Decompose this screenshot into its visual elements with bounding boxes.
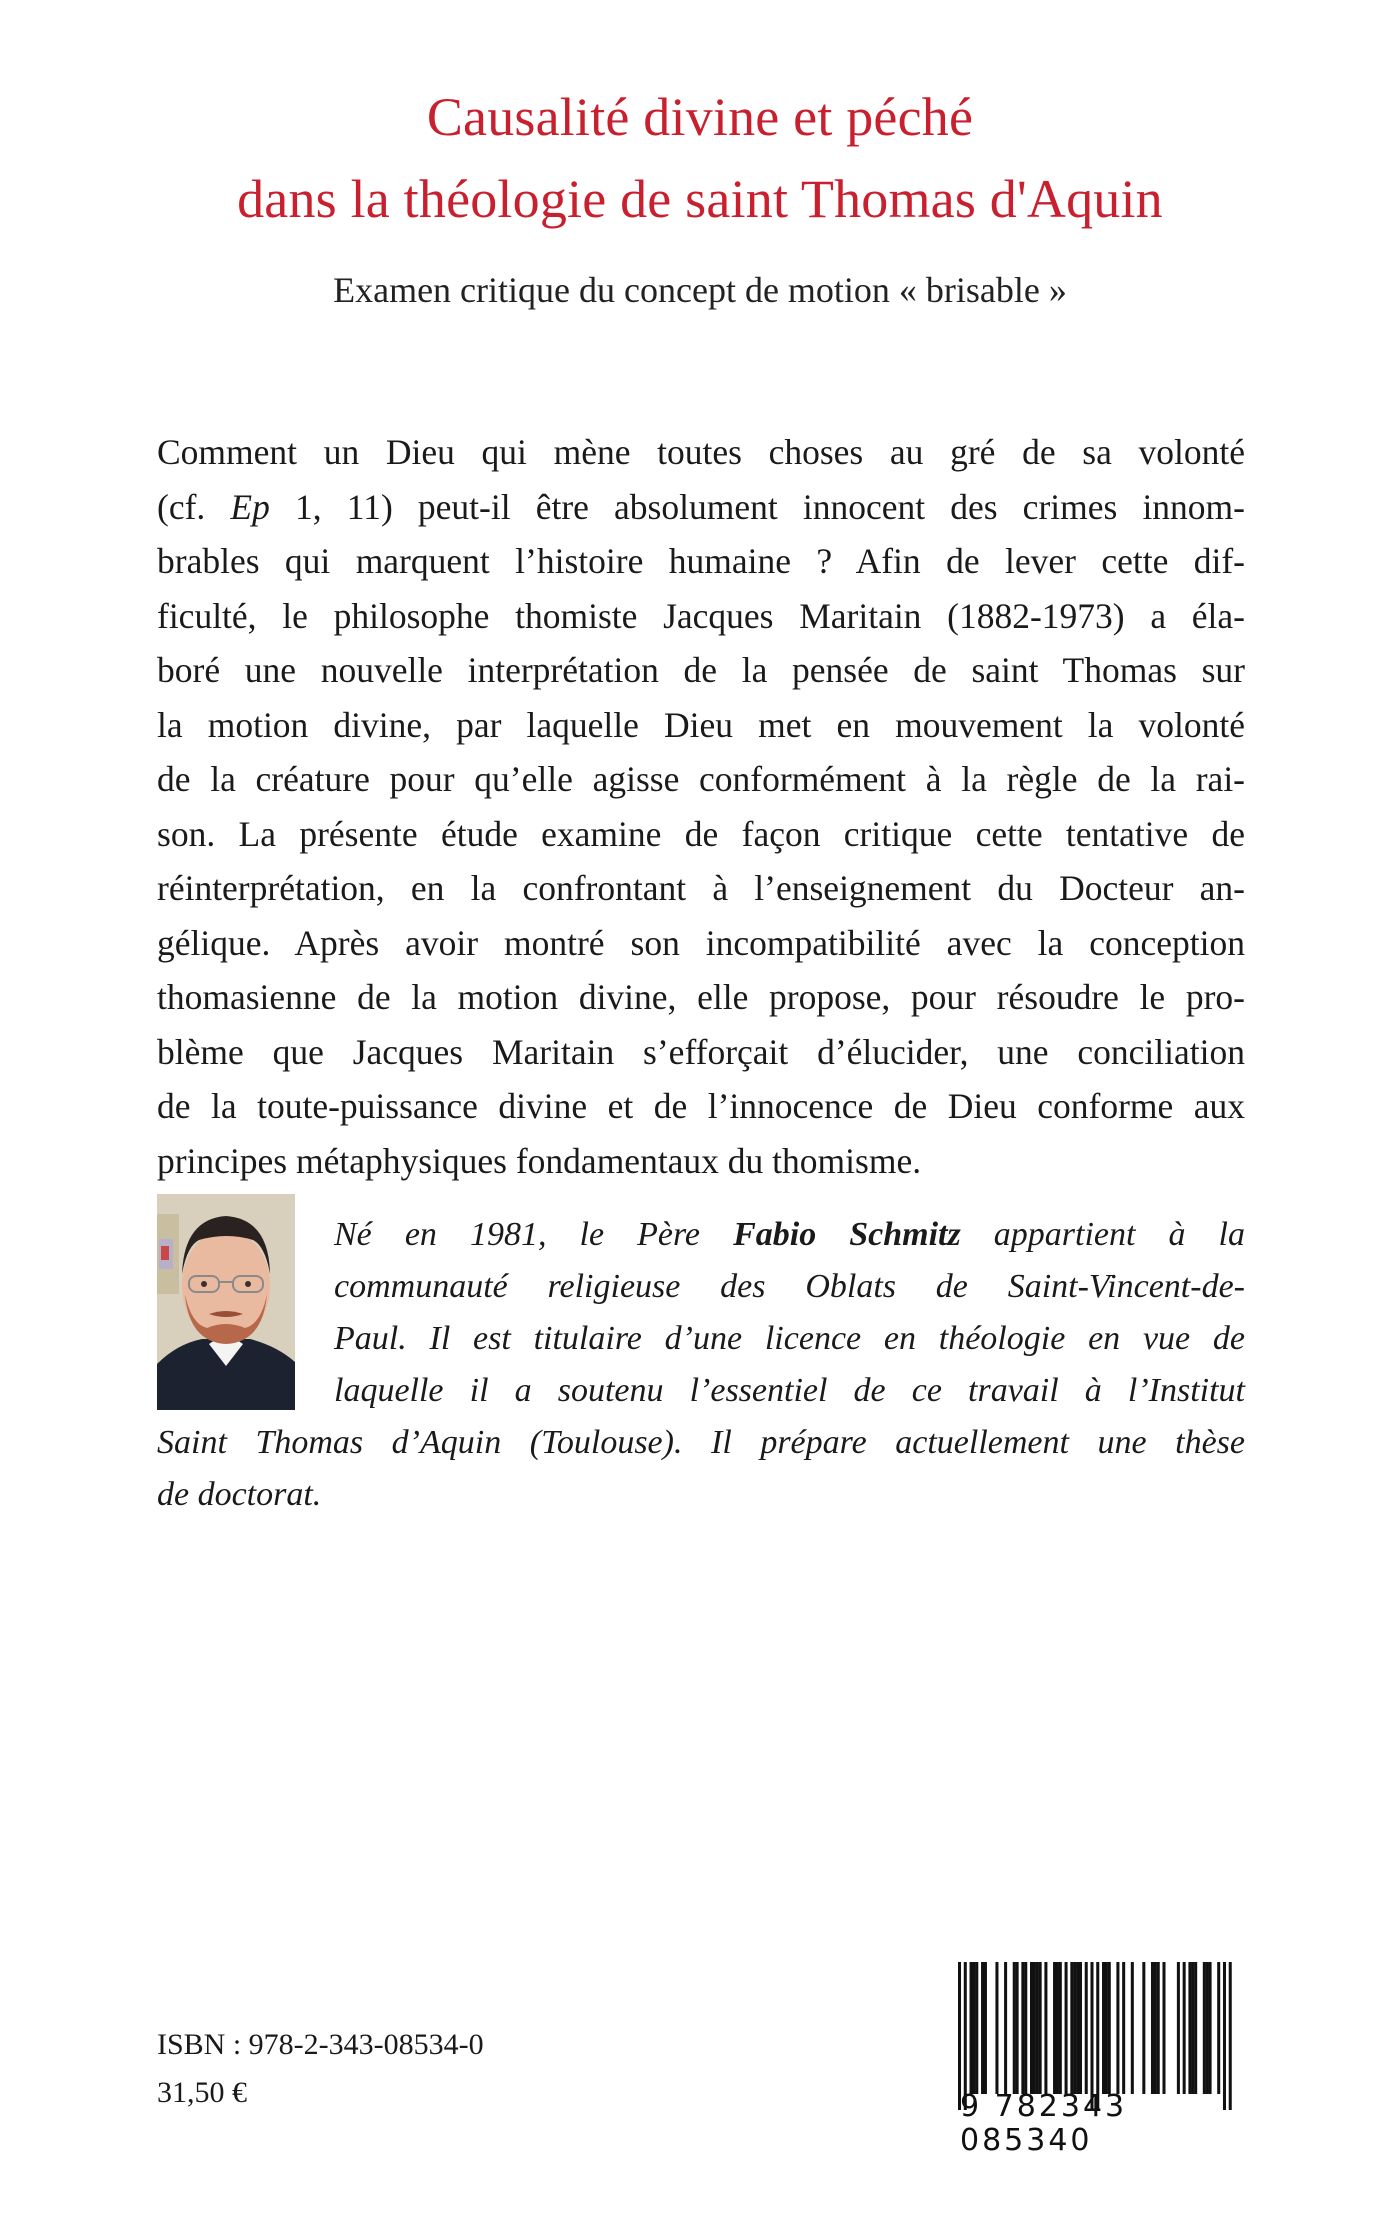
barcode-bar: [1151, 1962, 1154, 2094]
barcode-bar: [1030, 1962, 1033, 2094]
barcode-bar: [1076, 1962, 1079, 2094]
barcode-bar: [1070, 1962, 1073, 2094]
barcode-bar: [1131, 1962, 1134, 2094]
barcode-bar: [1157, 1962, 1160, 2094]
barcode-bar: [1073, 1962, 1076, 2094]
book-title-line-1: Causalité divine et péché: [426, 87, 974, 147]
barcode-guard-bar: [958, 1962, 961, 2110]
barcode-bar: [1122, 1962, 1125, 2094]
bio-line: Paul. Il est titulaire d’une licence en théologie en vue de: [334, 1320, 1245, 1357]
bio-line: Né en 1981, le Père Fabio Schmitz appartient à la: [334, 1216, 1245, 1253]
barcode-bar: [1105, 1962, 1108, 2094]
scripture-reference: Ep: [230, 486, 270, 527]
barcode-bar: [1079, 1962, 1082, 2094]
barcode-bar: [1021, 1962, 1024, 2094]
barcode-bar: [984, 1962, 987, 2094]
blurb-line: gélique. Après avoir montré son incompatibilité avec la conception: [157, 922, 1245, 963]
barcode-guard-bar: [1223, 1962, 1226, 2110]
barcode-bar: [1102, 1962, 1105, 2094]
blurb-line: Comment un Dieu qui mène toutes choses au gré de sa volonté: [157, 432, 1245, 472]
barcode-bar: [1044, 1962, 1047, 2094]
barcode-bar: [1177, 1962, 1180, 2094]
book-price: 31,50 €: [157, 2076, 247, 2109]
barcode-bar: [972, 1962, 975, 2094]
blurb-line: de la toute-puissance divine et de l’innocence de Dieu conforme aux: [157, 1086, 1245, 1126]
blurb-line: blème que Jacques Maritain s’efforçait d’élucider, une conciliation: [157, 1031, 1245, 1072]
back-cover-blurb: [157, 425, 1245, 1188]
bio-line: Saint Thomas d’Aquin (Toulouse). Il prépare actuellement une thèse: [157, 1424, 1245, 1461]
barcode-bar: [1217, 1962, 1220, 2094]
barcode-digits: 9 782343 085340: [960, 2089, 1128, 2158]
author-name: Fabio Schmitz: [733, 1216, 961, 1253]
barcode-bar: [1004, 1962, 1007, 2094]
barcode-bar: [1206, 1962, 1209, 2094]
barcode-bar: [1162, 1962, 1165, 2094]
barcode-bar: [1116, 1962, 1119, 2094]
author-biography: [157, 1209, 1245, 1521]
barcode-bar: [1142, 1962, 1145, 2094]
barcode-bar: [1191, 1962, 1194, 2094]
blurb-line: réinterprétation, en la confrontant à l’enseignement du Docteur an-: [157, 868, 1245, 908]
barcode-bar: [975, 1962, 978, 2094]
barcode-bar: [970, 1962, 973, 2094]
barcode-bar: [1033, 1962, 1036, 2094]
barcode-bar: [1194, 1962, 1197, 2094]
isbn-number: ISBN : 978-2-343-08534-0: [157, 2028, 484, 2061]
blurb-line: principes métaphysiques fondamentaux du thomisme.: [157, 1140, 922, 1181]
bio-line: de doctorat.: [157, 1476, 322, 1513]
barcode-bar: [1154, 1962, 1157, 2094]
barcode-bar: [1188, 1962, 1191, 2094]
barcode-guard-bar: [1229, 1962, 1232, 2110]
barcode-bar: [1183, 1962, 1186, 2094]
barcode-bar: [1016, 1962, 1019, 2094]
barcode-bar: [1039, 1962, 1042, 2094]
barcode-bar: [1065, 1962, 1068, 2094]
barcode-bar: [1203, 1962, 1206, 2094]
barcode-bar: [1024, 1962, 1027, 2094]
barcode-guard-bar: [1090, 1962, 1093, 2110]
blurb-line: son. La présente étude examine de façon critique cette tentative de: [157, 813, 1245, 854]
bio-line: communauté religieuse des Oblats de Saint-Vincent-de-: [334, 1268, 1245, 1305]
barcode-bar: [1209, 1962, 1212, 2094]
bio-line: laquelle il a soutenu l’essentiel de ce travail à l’Institut: [334, 1372, 1245, 1409]
blurb-line: boré une nouvelle interprétation de la pensée de saint Thomas sur: [157, 650, 1245, 690]
blurb-line: (cf. Ep 1, 11) peut-il être absolument innocent des crimes innom-: [157, 486, 1245, 527]
barcode-guard-bar: [964, 1962, 967, 2110]
barcode-bar: [1036, 1962, 1039, 2094]
barcode-bar: [1013, 1962, 1016, 2094]
barcode-bar: [995, 1962, 998, 2094]
barcode-bar: [1108, 1962, 1111, 2094]
blurb-line: la motion divine, par laquelle Dieu met en mouvement la volonté: [157, 704, 1245, 745]
book-subtitle: Examen critique du concept de motion « brisable »: [333, 270, 1067, 310]
barcode-bar: [1053, 1962, 1056, 2094]
barcode-bar: [1085, 1962, 1088, 2094]
blurb-line: brables qui marquent l’histoire humaine ? Afin de lever cette dif-: [157, 541, 1245, 581]
blurb-line: de la créature pour qu’elle agisse conformément à la règle de la rai-: [157, 759, 1245, 799]
blurb-line: thomasienne de la motion divine, elle propose, pour résoudre le pro-: [157, 977, 1245, 1017]
barcode-guard-bar: [1096, 1962, 1099, 2110]
blurb-line: ficulté, le philosophe thomiste Jacques Maritain (1882-1973) a éla-: [157, 595, 1245, 636]
barcode-bar: [981, 1962, 984, 2094]
barcode-bar: [1056, 1962, 1059, 2094]
book-title-line-2: dans la théologie de saint Thomas d'Aquin: [237, 169, 1163, 229]
barcode-bar: [1059, 1962, 1062, 2094]
